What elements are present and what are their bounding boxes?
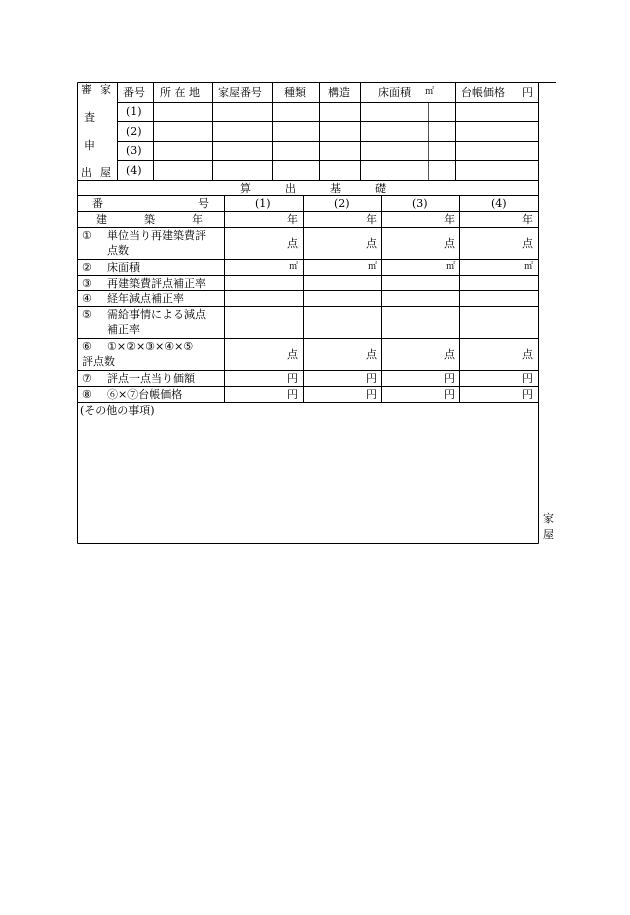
- column-header: (3): [412, 197, 428, 210]
- column-header: (4): [491, 197, 507, 210]
- unit-sqm: ㎡: [523, 262, 533, 272]
- row-circle: ⑤: [82, 308, 92, 321]
- row-circle: ①: [82, 229, 92, 242]
- calc-title-char: 基: [330, 182, 341, 195]
- year-unit: 年: [287, 213, 298, 226]
- row-circle: ②: [82, 261, 92, 274]
- column-header: (2): [334, 197, 350, 210]
- row-circle: ⑥: [82, 340, 92, 353]
- unit-yen: 円: [522, 388, 533, 401]
- header-ledger-price-unit: 円: [522, 86, 533, 99]
- calc-title-char: 出: [285, 182, 296, 195]
- unit-point: 点: [444, 348, 455, 361]
- left-label-char: 査: [84, 111, 95, 124]
- header-structure: 構造: [328, 86, 350, 99]
- left-label-char: 出: [81, 166, 92, 179]
- row-label: 需給事情による減点: [107, 308, 206, 321]
- header-floor-area-unit: ㎡: [425, 87, 435, 97]
- row-number: (3): [126, 144, 142, 157]
- unit-yen: 円: [366, 388, 377, 401]
- row-label: 評点一点当り価額: [107, 372, 195, 385]
- calc-title-char: 礎: [375, 182, 386, 195]
- row-label: 再建築費評点補正率: [107, 277, 206, 290]
- header-floor-area: 床面積: [378, 86, 411, 99]
- unit-sqm: ㎡: [367, 262, 377, 272]
- column-header: (1): [255, 197, 271, 210]
- header-number: 番号: [123, 86, 145, 99]
- row-label: 補正率: [107, 323, 140, 336]
- number-label: 号: [198, 197, 209, 210]
- year-unit: 年: [366, 213, 377, 226]
- left-label-char: 屋: [100, 166, 111, 179]
- left-label-char: 申: [84, 139, 95, 152]
- row-number: (2): [126, 125, 142, 138]
- unit-point: 点: [287, 348, 298, 361]
- row-circle: ④: [82, 292, 92, 305]
- unit-point: 点: [444, 237, 455, 250]
- row-label: 点数: [107, 244, 129, 257]
- unit-yen: 円: [444, 388, 455, 401]
- unit-point: 点: [287, 237, 298, 250]
- row-circle: ③: [82, 277, 92, 290]
- row-number: (4): [126, 164, 142, 177]
- row-label: ①×②×③×④×⑤: [107, 340, 194, 353]
- unit-yen: 円: [444, 372, 455, 385]
- calc-title-char: 算: [240, 182, 251, 195]
- unit-yen: 円: [522, 372, 533, 385]
- row-number: (1): [126, 105, 142, 118]
- year-unit: 年: [522, 213, 533, 226]
- left-label-char: 家: [100, 83, 111, 96]
- row-label: 床面積: [107, 261, 140, 274]
- unit-point: 点: [522, 348, 533, 361]
- row-label: 評点数: [82, 355, 115, 368]
- other-matters-label: (その他の事項): [80, 404, 155, 417]
- header-house-number: 家屋番号: [218, 86, 262, 99]
- unit-yen: 円: [287, 372, 298, 385]
- header-location: 所 在 地: [160, 86, 200, 99]
- row-label: ⑥×⑦台帳価格: [107, 388, 183, 401]
- unit-point: 点: [366, 237, 377, 250]
- row-circle: ⑧: [82, 388, 92, 401]
- header-ledger-price: 台帳価格: [461, 86, 505, 99]
- unit-point: 点: [522, 237, 533, 250]
- row-label: 単位当り再建築費評: [107, 229, 206, 242]
- unit-yen: 円: [366, 372, 377, 385]
- number-label: 番: [92, 197, 103, 210]
- unit-sqm: ㎡: [288, 262, 298, 272]
- built-year-label: 年: [192, 213, 203, 226]
- header-type: 種類: [284, 86, 306, 99]
- unit-point: 点: [366, 348, 377, 361]
- row-label: 経年減点補正率: [107, 292, 184, 305]
- unit-yen: 円: [287, 388, 298, 401]
- row-circle: ⑦: [82, 372, 92, 385]
- year-unit: 年: [444, 213, 455, 226]
- built-year-label: 築: [144, 213, 155, 226]
- built-year-label: 建: [96, 213, 107, 226]
- side-label-char: 屋: [543, 528, 554, 541]
- side-label-char: 家: [543, 512, 554, 525]
- left-label-char: 審: [81, 83, 92, 96]
- unit-sqm: ㎡: [445, 262, 455, 272]
